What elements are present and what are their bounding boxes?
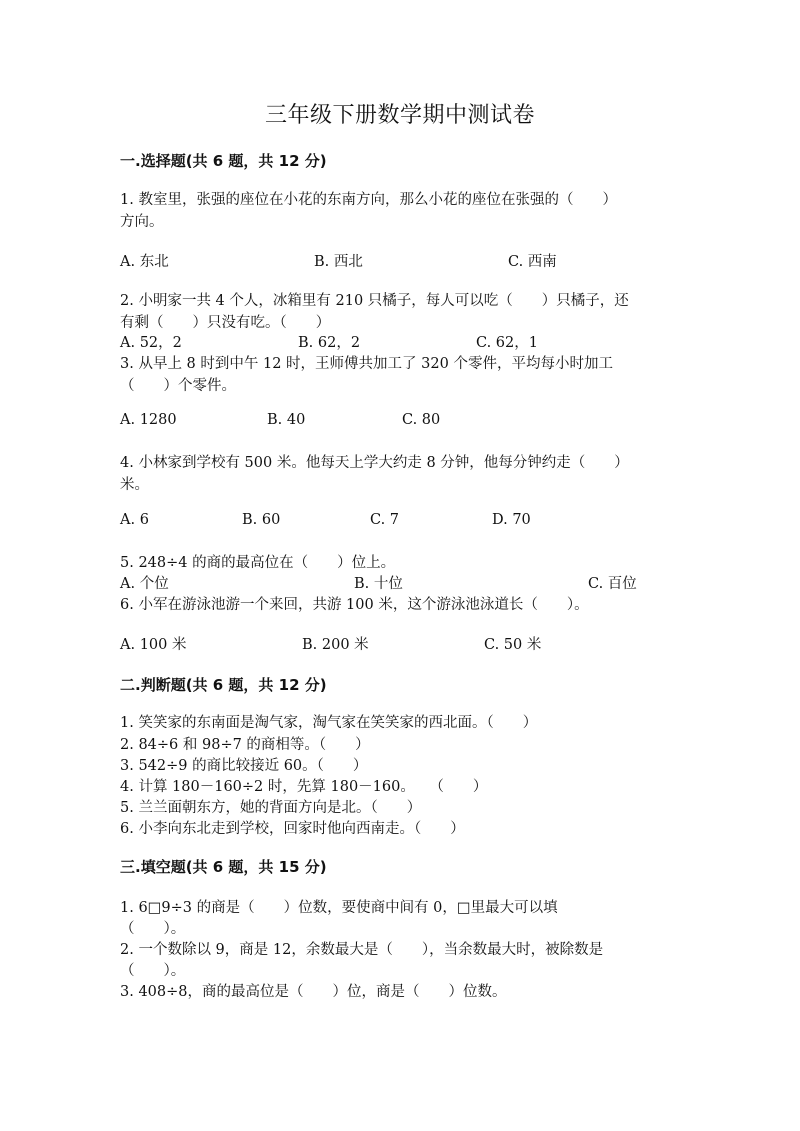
question-3-text-cont: （ ）个零件。 bbox=[120, 378, 236, 394]
question-6-option-c: C. 50 米 bbox=[484, 637, 542, 653]
section-2-heading: 二.判断题(共 6 题，共 12 分) bbox=[120, 676, 327, 694]
fill-blank-line: 2. 一个数除以 9，商是 12，余数最大是（ ），当余数最大时，被除数是 bbox=[120, 942, 604, 958]
judgement-item: 4. 计算 180－160÷2 时，先算 180－160。 （ ） bbox=[120, 779, 488, 795]
fill-blank-line: （ ）。 bbox=[120, 963, 186, 979]
question-2-option-a: A. 52，2 bbox=[120, 335, 182, 351]
question-3-option-a: A. 1280 bbox=[120, 412, 177, 428]
judgement-item: 5. 兰兰面朝东方，她的背面方向是北。（ ） bbox=[120, 800, 422, 816]
question-5-option-b: B. 十位 bbox=[354, 576, 403, 592]
question-3-text: 3. 从早上 8 时到中午 12 时，王师傅共加工了 320 个零件，平均每小时加工 bbox=[120, 356, 613, 372]
section-1-heading: 一.选择题(共 6 题，共 12 分) bbox=[120, 152, 327, 170]
question-4-option-d: D. 70 bbox=[492, 512, 531, 528]
question-4-option-a: A. 6 bbox=[120, 512, 149, 528]
question-6-text: 6. 小军在游泳池游一个来回，共游 100 米，这个游泳池泳道长（ ）。 bbox=[120, 597, 589, 613]
question-6-option-a: A. 100 米 bbox=[120, 637, 187, 653]
question-1-option-a: A. 东北 bbox=[120, 254, 169, 270]
question-2-text-cont: 有剩（ ）只没有吃。（ ） bbox=[120, 315, 331, 331]
question-2-text: 2. 小明家一共 4 个人，冰箱里有 210 只橘子，每人可以吃（ ）只橘子，还 bbox=[120, 293, 629, 309]
section-3-heading: 三.填空题(共 6 题，共 15 分) bbox=[120, 858, 327, 876]
fill-blank-line: 3. 408÷8，商的最高位是（ ）位，商是（ ）位数。 bbox=[120, 984, 507, 1000]
question-3-option-b: B. 40 bbox=[267, 412, 306, 428]
question-1-option-b: B. 西北 bbox=[314, 254, 363, 270]
fill-blank-line: 1. 6□9÷3 的商是（ ）位数，要使商中间有 0，□里最大可以填 bbox=[120, 900, 558, 916]
question-5-option-c: C. 百位 bbox=[588, 576, 637, 592]
question-4-option-c: C. 7 bbox=[370, 512, 400, 528]
judgement-item: 2. 84÷6 和 98÷7 的商相等。（ ） bbox=[120, 737, 370, 753]
judgement-item: 1. 笑笑家的东南面是淘气家，淘气家在笑笑家的西北面。（ ） bbox=[120, 715, 538, 731]
question-2-option-c: C. 62，1 bbox=[476, 335, 538, 351]
question-1-text: 1. 教室里，张强的座位在小花的东南方向，那么小花的座位在张强的（ ） bbox=[120, 192, 617, 208]
question-4-option-b: B. 60 bbox=[242, 512, 281, 528]
judgement-item: 3. 542÷9 的商比较接近 60。（ ） bbox=[120, 758, 368, 774]
question-6-option-b: B. 200 米 bbox=[302, 637, 369, 653]
question-5-text: 5. 248÷4 的商的最高位在（ ）位上。 bbox=[120, 555, 396, 571]
question-5-option-a: A. 个位 bbox=[120, 576, 169, 592]
question-4-text-cont: 米。 bbox=[120, 477, 149, 493]
question-4-text: 4. 小林家到学校有 500 米。他每天上学大约走 8 分钟，他每分钟约走（ ） bbox=[120, 455, 629, 471]
question-1-text-cont: 方向。 bbox=[120, 214, 164, 230]
judgement-item: 6. 小李向东北走到学校，回家时他向西南走。（ ） bbox=[120, 821, 465, 837]
question-1-option-c: C. 西南 bbox=[508, 254, 557, 270]
page-title: 三年级下册数学期中测试卷 bbox=[264, 103, 535, 128]
question-2-option-b: B. 62，2 bbox=[298, 335, 361, 351]
question-3-option-c: C. 80 bbox=[402, 412, 441, 428]
fill-blank-line: （ ）。 bbox=[120, 921, 186, 937]
